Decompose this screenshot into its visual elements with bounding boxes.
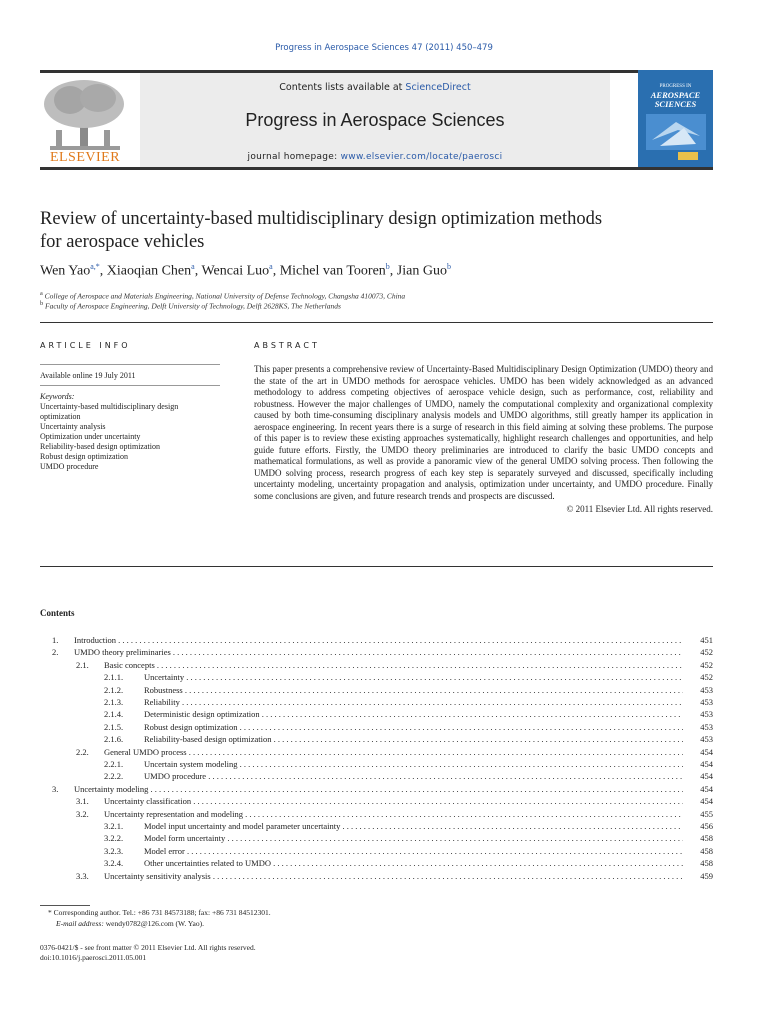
- toc-entry-number: 2.1.4.: [104, 709, 124, 720]
- copyright-notice: © 2011 Elsevier Ltd. All rights reserved.: [566, 504, 713, 514]
- toc-entry-page[interactable]: 458: [700, 858, 713, 869]
- contents-heading: Contents: [40, 608, 75, 618]
- author-affiliation-mark[interactable]: a,*: [90, 262, 100, 271]
- author-name[interactable]: Michel van Tooren: [279, 263, 386, 279]
- toc-entry-number: 2.1.1.: [104, 672, 124, 683]
- affiliation-a: [40, 290, 405, 301]
- keyword-item: Uncertainty-based multidisciplinary design: [40, 402, 179, 411]
- toc-entry-page[interactable]: 453: [700, 684, 713, 695]
- author-separator: ,: [194, 263, 202, 279]
- toc-entry-title[interactable]: Robust design optimization . . .: [144, 721, 683, 733]
- toc-entry-title[interactable]: Robustness . . .: [144, 684, 683, 696]
- toc-entry-number: 3.: [52, 783, 59, 794]
- author-name[interactable]: Wencai Luo: [201, 263, 270, 279]
- toc-entry-number: 2.1.5.: [104, 721, 124, 732]
- toc-entry[interactable]: [40, 820, 713, 832]
- toc-entry[interactable]: [40, 721, 713, 733]
- toc-entry-title[interactable]: Deterministic design optimization . . .: [144, 708, 683, 720]
- cover-title-line-2: AEROSPACE: [650, 90, 701, 100]
- keyword-item: optimization: [40, 412, 81, 421]
- toc-entry[interactable]: [40, 684, 713, 696]
- toc-entry-page[interactable]: 452: [700, 659, 713, 670]
- author-name[interactable]: Xiaoqian Chen: [106, 263, 192, 279]
- toc-entry-page[interactable]: 453: [700, 734, 713, 745]
- toc-entry-number: 3.2.1.: [104, 821, 124, 831]
- toc-entry-page[interactable]: 454: [700, 783, 713, 794]
- toc-entry-page[interactable]: 452: [700, 647, 713, 658]
- toc-entry-number: 3.2.3.: [104, 845, 124, 856]
- toc-entry-title[interactable]: Uncertain system modeling . . .: [144, 758, 683, 770]
- toc-entry-title[interactable]: Introduction . . .: [74, 634, 683, 646]
- toc-entry-number: 3.2.4.: [104, 858, 124, 869]
- email-note: [56, 919, 204, 929]
- toc-entry-number: 3.3.: [76, 870, 89, 881]
- contents-prefix: Contents lists available at: [279, 82, 406, 93]
- toc-entry-number: 2.: [52, 647, 59, 658]
- toc-entry[interactable]: [40, 696, 713, 708]
- toc-entry-number: 2.1.3.: [104, 697, 124, 707]
- toc-entry-page[interactable]: 458: [700, 845, 713, 856]
- toc-entry[interactable]: [40, 870, 713, 882]
- toc-entry-number: 2.1.6.: [104, 734, 124, 745]
- toc-entry[interactable]: [40, 659, 713, 671]
- toc-entry-title[interactable]: Reliability . . .: [144, 696, 683, 708]
- toc-entry[interactable]: [40, 845, 713, 857]
- toc-entry[interactable]: [40, 634, 713, 646]
- section-divider: [40, 566, 713, 567]
- author-affiliation-mark[interactable]: a: [269, 262, 273, 271]
- toc-entry[interactable]: [40, 808, 713, 820]
- toc-entry-page[interactable]: 453: [700, 697, 713, 707]
- toc-entry-title[interactable]: UMDO theory preliminaries . . .: [74, 646, 683, 658]
- author-separator: ,: [389, 263, 397, 279]
- article-title-line-2: for aerospace vehicles: [40, 232, 205, 252]
- toc-entry-page[interactable]: 453: [700, 709, 713, 720]
- toc-entry-page[interactable]: 454: [700, 796, 713, 807]
- keywords-label: Keywords:: [40, 392, 75, 401]
- affiliation-a-text: College of Aerospace and Materials Engineering, National University of Defense Technology, Changsha 410073, China: [44, 291, 406, 301]
- toc-entry-number: 2.2.1.: [104, 759, 124, 769]
- publisher-name: ELSEVIER: [49, 150, 121, 165]
- cover-title-line-1: PROGRESS IN: [659, 84, 692, 89]
- journal-citation[interactable]: Progress in Aerospace Sciences 47 (2011) 450–479: [275, 43, 493, 53]
- doi-link[interactable]: doi:10.1016/j.paerosci.2011.05.001: [40, 953, 147, 962]
- toc-entry[interactable]: [40, 746, 713, 758]
- sciencedirect-link[interactable]: ScienceDirect: [405, 82, 471, 93]
- toc-entry[interactable]: [40, 758, 713, 770]
- affiliation-b: [40, 300, 341, 311]
- toc-entry-title[interactable]: Model input uncertainty and model parameter uncertainty . . .: [144, 820, 683, 832]
- author-name[interactable]: Jian Guo: [396, 263, 447, 279]
- abstract-section: [254, 364, 713, 516]
- author-list: [40, 262, 451, 280]
- toc-entry-number: 2.2.: [76, 746, 89, 757]
- header-rule-bottom: [40, 167, 713, 170]
- email-label: E-mail address:: [56, 919, 106, 928]
- homepage-prefix: journal homepage:: [247, 152, 341, 162]
- keyword-item: Uncertainty analysis: [40, 422, 106, 431]
- toc-entry-number: 1.: [52, 635, 59, 645]
- abstract-text: This paper presents a comprehensive review of Uncertainty-Based Multidisciplinary Design Optimization (UMDO) theory and the state of the art in UMDO methods for aerospace vehicles. UMDO has been widely acknowledged as an advanced methodology to address competing objectives of aerospace vehicle design, such as performance, cost, reliability and robustness. However the major challenges of UMDO, namely the computational complexity and organizational complexity caused by both time-consuming disciplinary analysis models and UMDO algorithms, still greatly hamper its application in aerospace engineering. In recent years there is a surge of research in this field aiming at solving these problems. The purpose of this paper is to review these existing approaches systematically, highlight research challenges and opportunities, and help guide future efforts. Firstly, the UMDO theory preliminaries are introduced to clarify the basic UMDO concepts and mathematical formulations, as well as provide a panoramic view of the general UMDO solving process. Then following the UMDO solving process, research progress of each key step is separately surveyed and discussed, specifically including uncertainty modeling, uncertainty propagation and analysis, optimization under uncertainty, and UMDO procedure. Finally some conclusions are given, and future research trends and prospects are discussed.: [254, 364, 713, 501]
- author-separator: ,: [272, 263, 280, 279]
- keyword-item: Optimization under uncertainty: [40, 432, 141, 441]
- toc-entry-title[interactable]: General UMDO process . . .: [104, 746, 683, 758]
- toc-entry-page[interactable]: 454: [700, 759, 713, 769]
- toc-entry-number: 3.1.: [76, 796, 89, 807]
- toc-entry[interactable]: [40, 795, 713, 807]
- toc-entry-number: 3.2.: [76, 808, 89, 819]
- affiliation-b-mark: b: [40, 300, 44, 307]
- homepage-link[interactable]: www.elsevier.com/locate/paerosci: [340, 152, 503, 162]
- article-info-heading: ARTICLE INFO: [40, 341, 131, 350]
- toc-entry-title[interactable]: Model error . . .: [144, 845, 683, 857]
- article-info-panel: [40, 360, 220, 472]
- toc-entry-title[interactable]: Uncertainty . . .: [144, 671, 683, 683]
- keyword-item: Robust design optimization: [40, 452, 128, 461]
- footnote-rule: [40, 905, 90, 906]
- corresponding-author-note: * Corresponding author. Tel.: +86 731 84573188; fax: +86 731 84512301.: [48, 908, 271, 917]
- toc-entry-title[interactable]: Uncertainty representation and modeling . . .: [104, 808, 683, 820]
- abstract-heading: ABSTRACT: [254, 341, 320, 350]
- toc-entry-page[interactable]: 451: [700, 635, 713, 645]
- toc-entry-title[interactable]: Other uncertainties related to UMDO . . .: [144, 857, 683, 869]
- author-affiliation-mark[interactable]: b: [446, 262, 451, 271]
- toc-entry-title[interactable]: Uncertainty modeling . . .: [74, 783, 683, 795]
- article-title: [40, 208, 720, 254]
- toc-entry[interactable]: [40, 770, 713, 782]
- affiliation-b-text: Faculty of Aerospace Engineering, Delft University of Technology, Delft 2628KS, The Netherlands: [45, 301, 341, 311]
- affiliation-a-mark: a: [40, 290, 43, 297]
- toc-entry-page[interactable]: 454: [700, 746, 713, 757]
- toc-entry[interactable]: [40, 783, 713, 795]
- toc-entry-page[interactable]: 458: [700, 833, 713, 844]
- article-title-line-1: Review of uncertainty-based multidisciplinary design optimization methods: [40, 209, 603, 229]
- toc-entry[interactable]: [40, 708, 713, 720]
- toc-entry-number: 2.1.2.: [104, 684, 124, 695]
- toc-entry-number: 2.2.2.: [104, 771, 124, 782]
- info-rule: [40, 385, 220, 386]
- toc-entry[interactable]: [40, 832, 713, 844]
- toc-entry-number: 3.2.2.: [104, 833, 124, 844]
- journal-title: Progress in Aerospace Sciences: [245, 110, 505, 130]
- info-rule: [40, 364, 220, 365]
- toc-entry-page[interactable]: 452: [700, 672, 713, 683]
- toc-entry[interactable]: [40, 671, 713, 683]
- toc-entry-title[interactable]: Uncertainty classification . . .: [104, 795, 683, 807]
- toc-entry-page[interactable]: 459: [700, 870, 713, 881]
- author-separator: ,: [99, 263, 107, 279]
- toc-entry-page[interactable]: 456: [700, 821, 713, 831]
- contents-availability: [140, 82, 610, 93]
- section-divider: [40, 322, 713, 323]
- toc-entry-title[interactable]: UMDO procedure . . .: [144, 770, 683, 782]
- journal-cover-image: [638, 70, 713, 167]
- toc-entry-page[interactable]: 455: [700, 808, 713, 819]
- toc-entry-title[interactable]: Uncertainty sensitivity analysis . . .: [104, 870, 683, 882]
- toc-entry[interactable]: [40, 857, 713, 869]
- journal-homepage: [140, 152, 610, 162]
- toc-entry-title[interactable]: Reliability-based design optimization . . .: [144, 733, 683, 745]
- issn-line: 0376-0421/$ - see front matter © 2011 Elsevier Ltd. All rights reserved.: [40, 943, 256, 952]
- cover-title-line-3: SCIENCES: [654, 99, 697, 109]
- toc-entry-page[interactable]: 454: [700, 771, 713, 782]
- email-address[interactable]: wendy0782@126.com (W. Yao).: [105, 919, 205, 928]
- toc-entry-page[interactable]: 453: [700, 721, 713, 732]
- toc-entry-title[interactable]: Basic concepts . . .: [104, 659, 683, 671]
- availability-date: Available online 19 July 2011: [40, 371, 136, 380]
- author-affiliation-mark[interactable]: b: [385, 262, 390, 271]
- author-name[interactable]: Wen Yao: [40, 263, 91, 279]
- toc-entry[interactable]: [40, 646, 713, 658]
- keyword-item: Reliability-based design optimization: [40, 442, 160, 451]
- keyword-item: UMDO procedure: [40, 462, 99, 471]
- journal-banner: [140, 73, 610, 167]
- toc-entry-title[interactable]: Model form uncertainty . . .: [144, 832, 683, 844]
- journal-header: [40, 70, 713, 170]
- author-affiliation-mark[interactable]: a: [191, 262, 195, 271]
- toc-entry[interactable]: [40, 733, 713, 745]
- toc-entry-number: 2.1.: [76, 659, 89, 670]
